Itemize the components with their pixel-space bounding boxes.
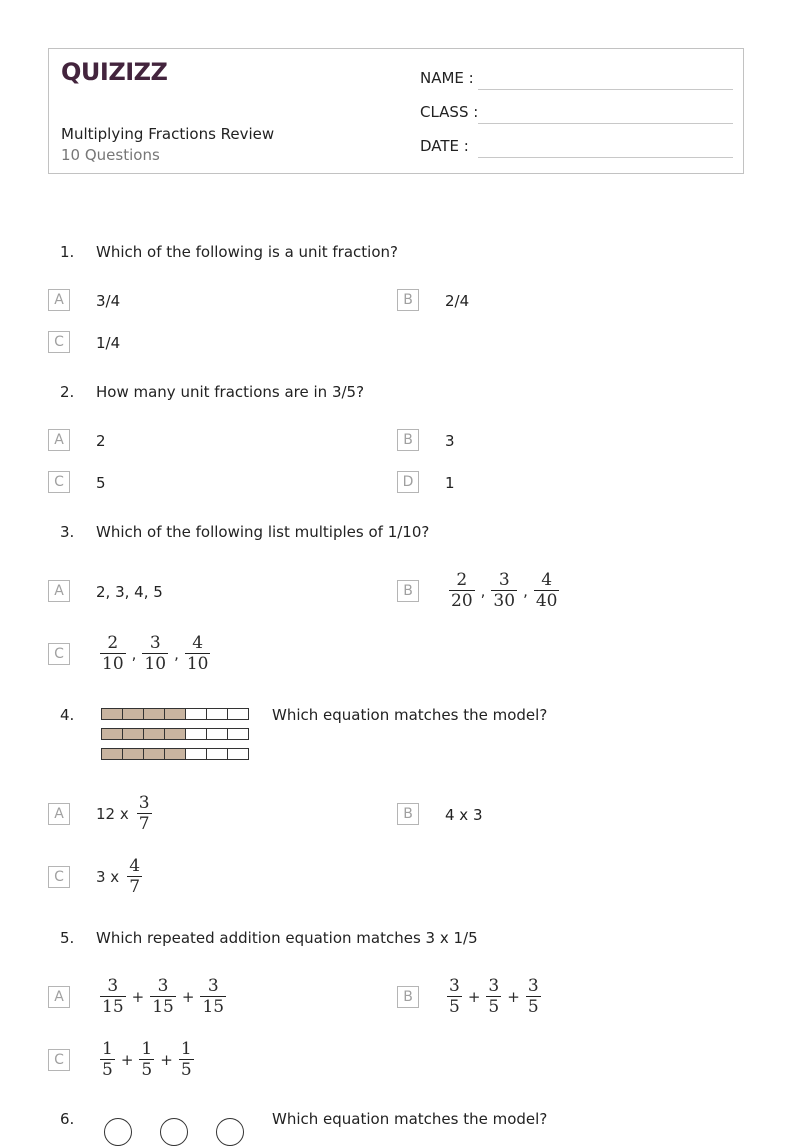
option-text[interactable]: 1/4 xyxy=(96,334,121,352)
multiplier: 3 x xyxy=(96,867,120,886)
option-text[interactable]: 4 x 3 xyxy=(445,806,483,824)
option-letter[interactable]: B xyxy=(397,429,419,451)
separator: + xyxy=(507,987,520,1006)
fraction xyxy=(139,1039,154,1080)
fraction-sum[interactable] xyxy=(100,1039,194,1080)
option-text[interactable]: 5 xyxy=(96,474,106,492)
name-line[interactable] xyxy=(478,89,733,90)
fraction xyxy=(179,1039,194,1080)
fraction xyxy=(137,793,152,834)
option-letter[interactable]: A xyxy=(48,289,70,311)
numerator: 3 xyxy=(449,976,460,996)
filled-cell xyxy=(102,729,123,739)
fraction xyxy=(127,856,142,897)
class-line[interactable] xyxy=(478,123,733,124)
option-letter[interactable]: B xyxy=(397,986,419,1008)
numerator: 3 xyxy=(491,570,517,591)
option-letter[interactable]: C xyxy=(48,471,70,493)
separator: , xyxy=(480,581,486,600)
worksheet-header xyxy=(48,48,744,174)
filled-cell xyxy=(123,729,144,739)
question-text: Which equation matches the model? xyxy=(272,706,548,724)
option-letter[interactable]: C xyxy=(48,331,70,353)
fraction xyxy=(185,633,211,674)
option-letter[interactable]: A xyxy=(48,986,70,1008)
empty-cell xyxy=(207,729,228,739)
option-letter[interactable]: A xyxy=(48,429,70,451)
separator: + xyxy=(120,1050,134,1069)
option-text[interactable]: 2, 3, 4, 5 xyxy=(96,583,163,601)
numerator: 2 xyxy=(100,633,126,654)
fraction-bar xyxy=(101,748,249,760)
empty-cell xyxy=(186,749,207,759)
numerator: 1 xyxy=(102,1039,113,1059)
question-text: Which equation matches the model? xyxy=(272,1110,548,1128)
worksheet-title: Multiplying Fractions Review xyxy=(61,125,275,143)
fraction-sum[interactable] xyxy=(447,976,541,1017)
empty-cell xyxy=(186,729,207,739)
fraction xyxy=(534,570,560,611)
separator: + xyxy=(181,987,195,1006)
fraction-bar xyxy=(101,708,249,720)
fraction xyxy=(150,976,176,1017)
filled-cell xyxy=(165,729,186,739)
numerator: 3 xyxy=(142,633,168,654)
denominator: 5 xyxy=(180,1060,192,1080)
fraction xyxy=(100,633,126,674)
fraction-list[interactable] xyxy=(100,633,210,674)
denominator: 40 xyxy=(535,591,558,611)
separator: + xyxy=(160,1050,173,1069)
separator: + xyxy=(131,987,145,1006)
circle-model xyxy=(216,1118,244,1146)
numerator: 4 xyxy=(129,856,141,876)
question-count: 10 Questions xyxy=(61,146,160,164)
denominator: 5 xyxy=(488,997,500,1017)
empty-cell xyxy=(186,709,207,719)
filled-cell xyxy=(144,709,165,719)
numerator: 1 xyxy=(141,1039,153,1059)
fraction xyxy=(200,976,226,1017)
denominator: 20 xyxy=(451,591,473,611)
fraction xyxy=(100,1039,115,1080)
option-letter[interactable]: A xyxy=(48,803,70,825)
filled-cell xyxy=(123,749,144,759)
denominator: 5 xyxy=(102,1060,113,1080)
denominator: 10 xyxy=(186,654,209,674)
option-letter[interactable]: C xyxy=(48,643,70,665)
question-text: How many unit fractions are in 3/5? xyxy=(96,383,365,401)
option-letter[interactable]: B xyxy=(397,289,419,311)
option-text[interactable]: 3 xyxy=(445,432,455,450)
denominator: 10 xyxy=(102,654,124,674)
numerator: 4 xyxy=(534,570,560,591)
empty-cell xyxy=(228,709,248,719)
numerator: 3 xyxy=(527,976,539,996)
denominator: 7 xyxy=(129,877,141,897)
filled-cell xyxy=(165,709,186,719)
numerator: 1 xyxy=(180,1039,192,1059)
class-label: CLASS : xyxy=(420,103,479,121)
denominator: 15 xyxy=(102,997,124,1017)
question-number: 3. xyxy=(60,523,75,541)
option-letter[interactable]: D xyxy=(397,471,419,493)
question-text: Which of the following list multiples of 1/10? xyxy=(96,523,430,541)
option-text[interactable]: 1 xyxy=(445,474,455,492)
multiplier: 12 x xyxy=(96,804,129,823)
option-text[interactable]: 2/4 xyxy=(445,292,470,310)
filled-cell xyxy=(102,749,123,759)
denominator: 5 xyxy=(527,997,539,1017)
numerator: 3 xyxy=(100,976,126,997)
option-letter[interactable]: B xyxy=(397,580,419,602)
filled-cell xyxy=(102,709,123,719)
fraction-list[interactable] xyxy=(449,570,559,611)
filled-cell xyxy=(165,749,186,759)
question-number: 5. xyxy=(60,929,75,947)
filled-cell xyxy=(123,709,144,719)
option-letter[interactable]: B xyxy=(397,803,419,825)
option-text[interactable]: 2 xyxy=(96,432,106,450)
question-number: 4. xyxy=(60,706,75,724)
separator: , xyxy=(131,644,137,663)
filled-cell xyxy=(144,749,165,759)
question-number: 1. xyxy=(60,243,75,261)
fraction xyxy=(142,633,168,674)
fraction xyxy=(526,976,541,1017)
separator: , xyxy=(174,644,179,663)
fraction xyxy=(491,570,517,611)
option-letter[interactable]: C xyxy=(48,1049,70,1071)
empty-cell xyxy=(228,749,248,759)
circle-model xyxy=(104,1118,132,1146)
separator: + xyxy=(467,987,481,1006)
fraction xyxy=(486,976,501,1017)
numerator: 3 xyxy=(488,976,500,996)
date-line[interactable] xyxy=(478,157,733,158)
numerator: 4 xyxy=(185,633,211,654)
quizizz-logo: QUIZIZZ xyxy=(61,58,168,86)
question-number: 2. xyxy=(60,383,75,401)
denominator: 30 xyxy=(493,591,516,611)
date-label: DATE : xyxy=(420,137,469,155)
option-letter[interactable]: A xyxy=(48,580,70,602)
denominator: 15 xyxy=(202,997,225,1017)
name-label: NAME : xyxy=(420,69,474,87)
circle-model xyxy=(160,1118,188,1146)
question-number: 6. xyxy=(60,1110,75,1128)
fraction xyxy=(447,976,462,1017)
empty-cell xyxy=(207,709,228,719)
numerator: 3 xyxy=(200,976,226,997)
numerator: 3 xyxy=(150,976,176,997)
filled-cell xyxy=(144,729,165,739)
question-text: Which of the following is a unit fraction? xyxy=(96,243,398,261)
option-expression[interactable] xyxy=(96,856,142,897)
fraction-bar xyxy=(101,728,249,740)
denominator: 10 xyxy=(144,654,167,674)
numerator: 3 xyxy=(138,793,150,813)
empty-cell xyxy=(207,749,228,759)
option-text[interactable]: 3/4 xyxy=(96,292,121,310)
option-expression[interactable] xyxy=(96,793,152,834)
denominator: 5 xyxy=(449,997,460,1017)
denominator: 7 xyxy=(138,814,150,834)
numerator: 2 xyxy=(449,570,475,591)
fraction xyxy=(449,570,475,611)
option-letter[interactable]: C xyxy=(48,866,70,888)
empty-cell xyxy=(228,729,248,739)
fraction xyxy=(100,976,126,1017)
separator: , xyxy=(523,581,528,600)
fraction-sum[interactable] xyxy=(100,976,226,1017)
denominator: 15 xyxy=(152,997,174,1017)
denominator: 5 xyxy=(141,1060,153,1080)
question-text: Which repeated addition equation matches 3 x 1/5 xyxy=(96,929,478,947)
